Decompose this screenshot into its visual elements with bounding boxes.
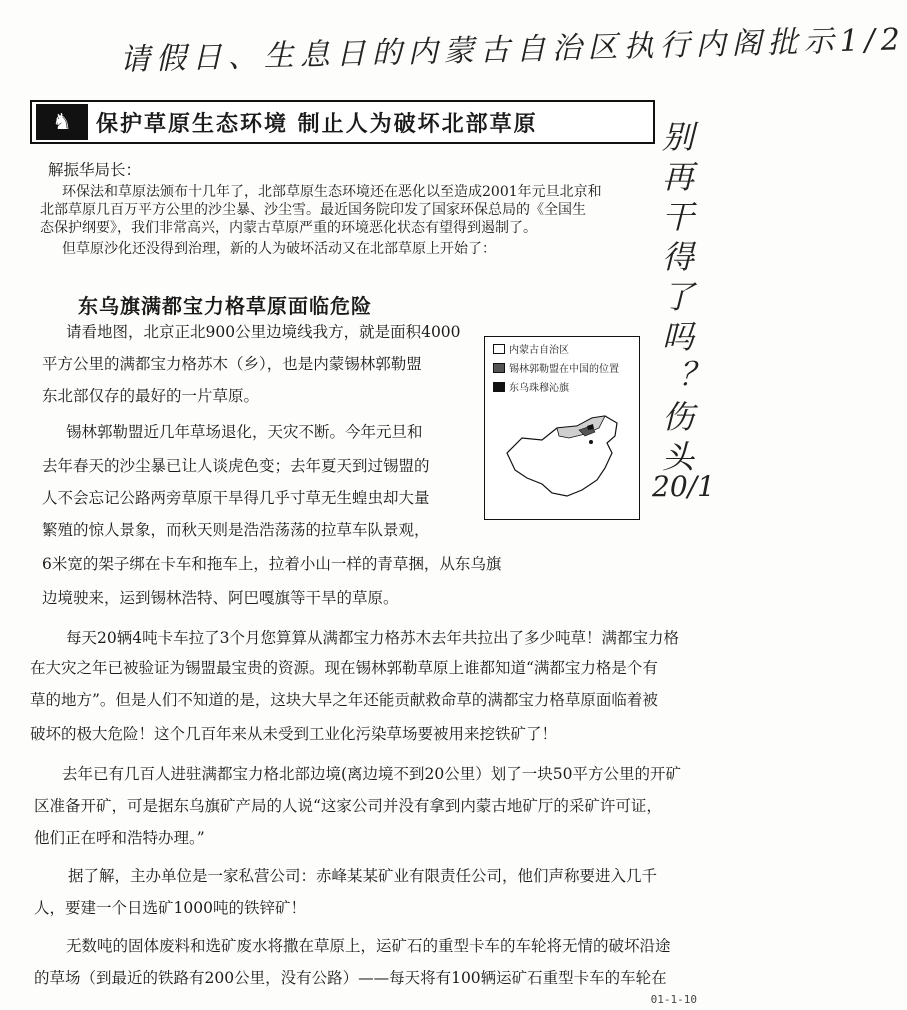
page-mark: 01-1-10	[650, 993, 697, 1006]
handwritten-date: 20/1	[652, 470, 715, 503]
para2-line: 繁殖的惊人景象，而秋天则是浩浩荡荡的拉草车队景观，	[42, 521, 430, 539]
china-map-icon	[487, 398, 637, 508]
location-map	[484, 336, 640, 520]
banner-title: 保护草原生态环境 制止人为破坏北部草原	[96, 111, 538, 137]
para1-line: 东北部仅存的最好的一片草原。	[42, 387, 260, 405]
para2-line: 去年春天的沙尘暴已让人谈虎色变；去年夏天到过锡盟的	[42, 457, 430, 475]
para3-line: 草的地方”。但是人们不知道的是，这块大旱之年还能贡献救命草的满都宝力格草原面临着被	[30, 691, 658, 709]
legend-item	[493, 341, 639, 356]
intro-line: 态保护纲要》，我们非常高兴，内蒙古草原严重的环境恶化状态有望得到遏制了。	[40, 220, 537, 236]
para4-line: 去年已有几百人进驻满都宝力格北部边境(离边境不到20公里）划了一块50平方公里的开矿	[62, 765, 681, 783]
para2-line: 边境驶来，运到锡林浩特、阿巴嘎旗等干旱的草原。	[42, 589, 399, 607]
intro-line: 但草原沙化还没得到治理，新的人为破坏活动又在北部草原上开始了：	[62, 241, 496, 257]
para4-line: 他们正在呼和浩特办理。”	[34, 829, 205, 847]
para1-line: 请看地图，北京正北900公里边境线我方，就是面积4000	[66, 323, 461, 341]
para4-line: 区准备开矿，可是据东乌旗矿产局的人说“这家公司并没有拿到内蒙古地矿厅的采矿许可证，	[34, 797, 662, 815]
para2-line: 锡林郭勒盟近几年草场退化，天灾不断。今年元旦和	[66, 423, 423, 441]
salutation: 解振华局长：	[48, 161, 142, 179]
horse-logo-icon: ♞	[36, 104, 88, 140]
legend-label: 东乌珠穆沁旗	[509, 383, 569, 394]
para5-line: 据了解，主办单位是一家私营公司：赤峰某某矿业有限责任公司，他们声称要进入几千	[68, 867, 658, 885]
para6-line: 无数吨的固体废料和选矿废水将撒在草原上，运矿石的重型卡车的车轮将无情的破坏沿途	[66, 937, 671, 955]
intro-line: 北部草原几百万平方公里的沙尘暴、沙尘雪。最近国务院印发了国家环保总局的《全国生	[40, 202, 586, 218]
legend-item	[493, 360, 639, 375]
intro-line: 环保法和草原法颁布十几年了，北部草原生态环境还在恶化以至造成2001年元旦北京和	[62, 184, 602, 200]
handwritten-annotation-top: 请假日、生息日的内蒙古自治区执行内阁批示1/2	[119, 22, 907, 78]
para3-line: 破坏的极大危险！这个几百年来从未受到工业化污染草场要被用来挖铁矿了！	[30, 725, 558, 743]
legend-label: 锡林郭勒盟在中国的位置	[509, 364, 619, 375]
legend-item	[493, 379, 639, 394]
para1-line: 平方公里的满都宝力格苏木（乡），也是内蒙锡林郭勒盟	[42, 355, 422, 373]
handwritten-annotation-side: 别再干得了吗？伤头	[657, 120, 695, 480]
header-banner	[30, 100, 655, 144]
para6-line: 的草场（到最近的铁路有200公里，没有公路）——每天将有100辆运矿石重型卡车的车轮在	[34, 969, 667, 987]
para2-line: 6米宽的架子绑在卡车和拖车上，拉着小山一样的青草捆，从东乌旗	[42, 555, 502, 573]
legend-label: 内蒙古自治区	[509, 345, 569, 356]
para3-line: 每天20辆4吨卡车拉了3个月您算算从满都宝力格苏木去年共拉出了多少吨草！满都宝力格	[66, 629, 679, 647]
para5-line: 人，要建一个日选矿1000吨的铁锌矿！	[34, 899, 306, 917]
para2-line: 人不会忘记公路两旁草原干旱得几乎寸草无生蝗虫却大量	[42, 489, 430, 507]
section-title: 东乌旗满都宝力格草原面临危险	[78, 294, 372, 318]
legend-swatch-black	[493, 382, 505, 392]
para3-line: 在大灾之年已被验证为锡盟最宝贵的资源。现在锡林郭勒草原上谁都知道“满都宝力格是个有	[30, 659, 658, 677]
legend-swatch-gray	[493, 363, 505, 373]
legend-swatch-white	[493, 344, 505, 354]
